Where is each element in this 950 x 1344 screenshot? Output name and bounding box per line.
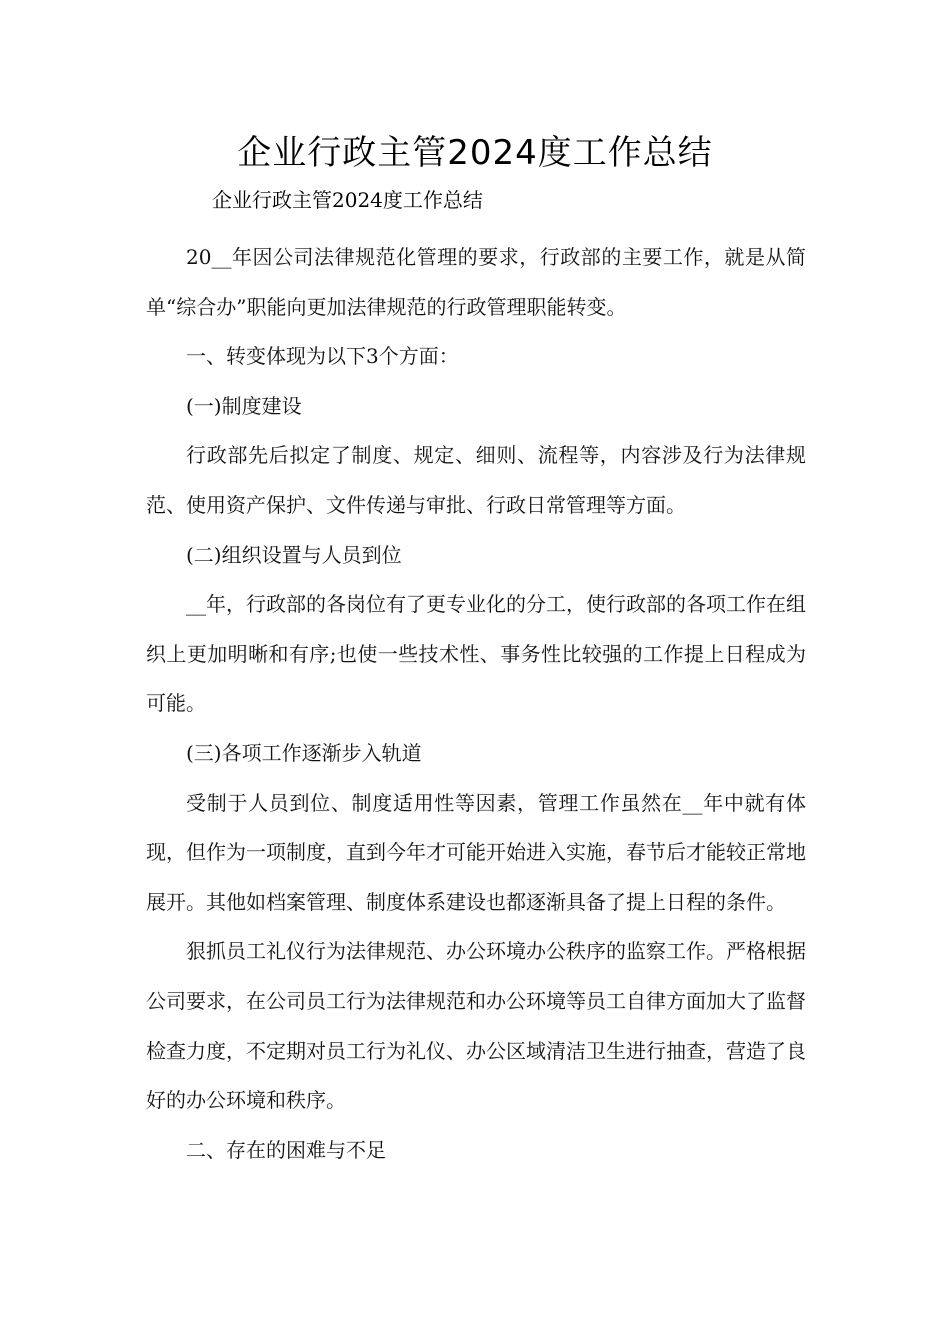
subsection-heading: (三)各项工作逐渐步入轨道 [186, 740, 422, 765]
paragraph: 受制于人员到位、制度适用性等因素，管理工作虽然在__年中就有体现，但作为一项制度，直到今年才可能开始进入实施，春节后才能较正常地展开。其他如档案管理、制度体系建设也都逐渐具备了提上日程的条件。 [146, 790, 806, 914]
document-subtitle: 企业行政主管2024度工作总结 [212, 188, 483, 212]
subsection-heading: (二)组织设置与人员到位 [186, 542, 402, 567]
document-body [146, 233, 806, 1175]
section-heading: 二、存在的困难与不足 [186, 1137, 386, 1162]
section-heading: 一、转变体现为以下3个方面： [186, 344, 459, 369]
paragraph: 行政部先后拟定了制度、规定、细则、流程等，内容涉及行为法律规范、使用资产保护、文件传递与审批、行政日常管理等方面。 [146, 443, 806, 517]
document-title: 企业行政主管2024度工作总结 [237, 133, 713, 173]
paragraph: 20__年因公司法律规范化管理的要求，行政部的主要工作，就是从简单“综合办”职能向更加法律规范的行政管理职能转变。 [146, 245, 806, 319]
paragraph: 狠抓员工礼仪行为法律规范、办公环境办公秩序的监察工作。严格根据公司要求，在公司员工行为法律规范和办公环境等员工自律方面加大了监督检查力度，不定期对员工行为礼仪、办公区域清洁卫生进行抽查，营造了良好的办公环境和秩序。 [146, 939, 806, 1113]
paragraph: __年，行政部的各岗位有了更专业化的分工，使行政部的各项工作在组织上更加明晰和有序;也使一些技术性、事务性比较强的工作提上日程成为可能。 [146, 592, 806, 716]
subsection-heading: (一)制度建设 [186, 393, 302, 418]
